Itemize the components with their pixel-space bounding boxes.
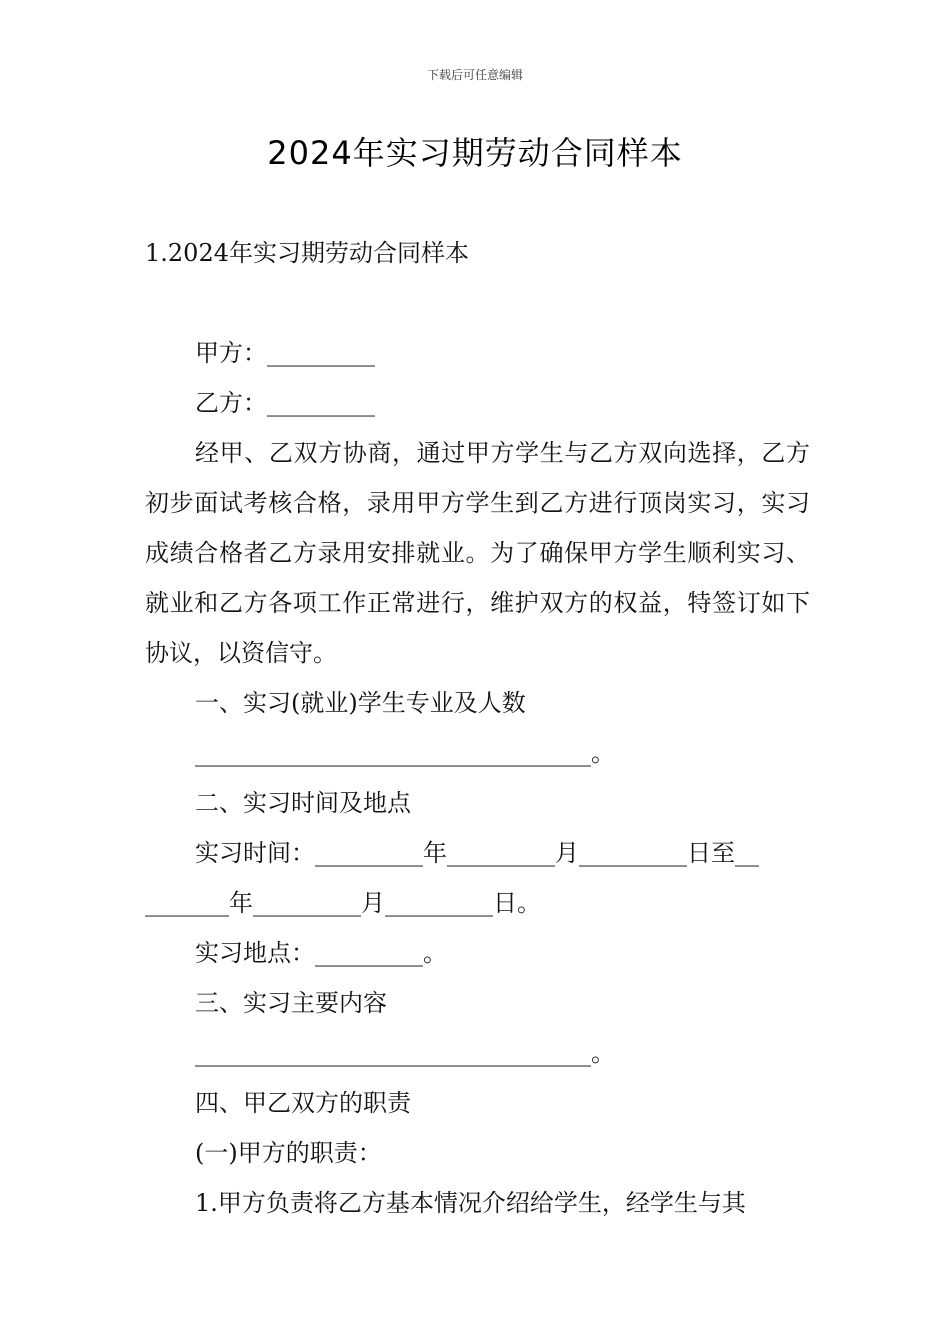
header-note: 下载后可任意编辑	[426, 68, 523, 82]
party-b-line: 乙方：_________	[195, 389, 375, 417]
clause-2-place: 实习地点：_________。	[195, 939, 447, 967]
document-body	[145, 228, 810, 1228]
clause-1-blank: _________________________________。	[195, 739, 615, 767]
clause-2-time-line-2: _______年_________月_________日。	[145, 889, 541, 917]
party-a-line: 甲方：_________	[195, 339, 375, 367]
clause-4-item-1: 1.甲方负责将乙方基本情况介绍给学生，经学生与其	[195, 1189, 746, 1217]
clause-3-blank: _________________________________。	[195, 1039, 615, 1067]
clause-4-title: 四、甲乙双方的职责	[195, 1089, 411, 1117]
clause-3-title: 三、实习主要内容	[195, 989, 387, 1017]
section-heading: 1.2024年实习期劳动合同样本	[145, 239, 469, 267]
clause-2-time-line-1: 实习时间：_________年_________月_________日至__	[195, 839, 759, 867]
intro-paragraph: 经甲、乙双方协商，通过甲方学生与乙方双向选择，乙方初步面试考核合格，录用甲方学生到乙方进行顶岗实习，实习成绩合格者乙方录用安排就业。为了确保甲方学生顺利实习、就业和乙方各项工作正常进行，维护双方的权益，特签订如下协议，以资信守。	[145, 439, 810, 667]
document-title: 2024年实习期劳动合同样本	[267, 134, 683, 172]
clause-4-sub-a: (一)甲方的职责：	[195, 1139, 382, 1167]
clause-1-title: 一、实习(就业)学生专业及人数	[195, 689, 526, 717]
clause-2-title: 二、实习时间及地点	[195, 789, 411, 817]
